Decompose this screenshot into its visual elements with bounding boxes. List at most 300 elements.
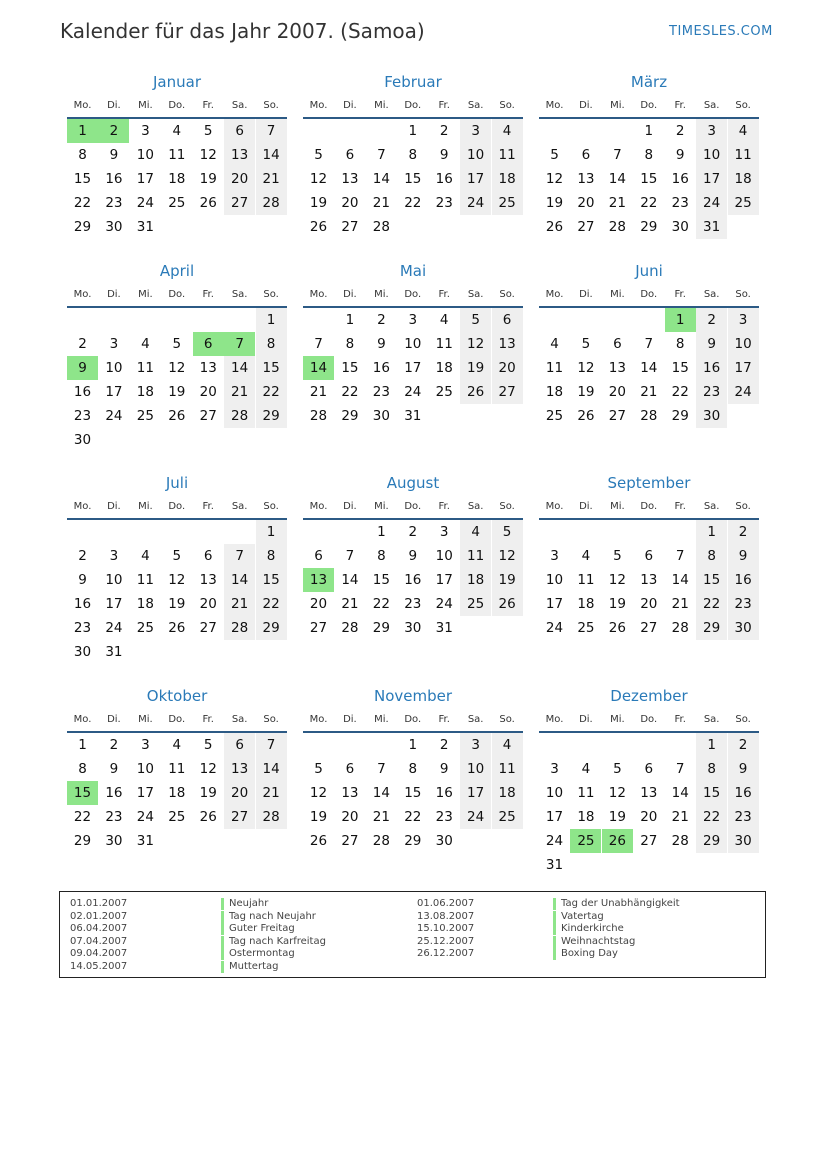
weekday-header: Mo. [545,501,564,512]
day-cell: 4 [141,336,150,352]
day-cell: 27 [608,408,626,424]
day-cell: 30 [435,833,453,849]
day-cell: 31 [136,219,154,235]
day-cell: 29 [256,616,287,640]
holiday-name: Guter Freitag [221,923,295,935]
day-cell: 29 [372,620,390,636]
day-cell: 24 [136,195,154,211]
weekday-header: Mo. [545,714,564,725]
day-cell: 12 [168,572,186,588]
holiday-date: 13.08.2007 [417,910,475,922]
day-cell: 17 [435,572,453,588]
day-cell: 8 [377,548,386,564]
day-cell: 30 [73,644,92,660]
day-cell: 25 [492,805,523,829]
day-cell: 16 [435,785,453,801]
day-cell: 10 [136,147,154,163]
day-cell: 16 [73,596,92,612]
weekday-header: Do. [168,100,186,111]
day-cell: 31 [545,857,564,873]
day-cell: 24 [460,805,491,829]
day-cell: 10 [435,548,453,564]
day-cell: 19 [199,785,217,801]
day-cell: 23 [73,408,92,424]
day-cell: 26 [199,809,217,825]
weekday-header: Mi. [374,289,389,300]
day-cell: 11 [492,757,523,781]
day-cell: 6 [581,147,591,163]
weekday-header: Di. [107,100,121,111]
weekday-header: Do. [168,501,186,512]
day-cell: 28 [372,219,390,235]
day-cell: 3 [460,119,491,143]
day-cell: 28 [224,404,255,428]
day-cell: 8 [256,332,287,356]
day-cell: 28 [256,191,287,215]
day-cell: 5 [314,147,323,163]
month-name: Juli [165,474,189,492]
day-cell: 30 [671,219,689,235]
weekday-header: Do. [404,501,422,512]
day-cell: 2 [439,737,449,753]
day-cell: 18 [435,360,453,376]
weekday-header: Mo. [73,501,92,512]
holiday-date: 01.01.2007 [70,898,128,909]
month-name: Januar [153,73,201,91]
day-cell: 11 [435,336,453,352]
day-cell: 23 [728,805,759,829]
day-cell: 3 [696,119,727,143]
weekday-header: Mi. [374,501,389,512]
weekday-header: Mi. [610,501,625,512]
day-cell: 13 [608,360,626,376]
day-cell: 8 [675,336,685,352]
day-cell: 5 [613,548,622,564]
day-cell: 8 [256,544,287,568]
weekday-header: Di. [343,100,357,111]
day-cell: 16 [435,171,453,187]
day-cell: 9 [439,147,449,163]
day-cell: 15 [372,572,390,588]
day-cell: 12 [608,785,626,801]
weekday-header: Fr. [438,100,450,111]
weekday-header: Sa. [231,289,248,300]
day-cell: 28 [309,408,328,424]
month-name: April [159,262,195,280]
day-cell: 14 [224,356,255,380]
holiday-day-cell: 1 [665,308,696,332]
holiday-name: Kinderkirche [553,923,624,935]
weekday-header: So. [499,100,515,111]
day-cell: 26 [168,620,186,636]
day-cell: 25 [136,408,154,424]
weekday-header: Fr. [674,100,686,111]
holiday-date: 15.10.2007 [417,923,475,934]
day-cell: 29 [404,833,422,849]
day-cell: 6 [613,336,622,352]
day-cell: 16 [105,785,123,801]
day-cell: 7 [377,147,386,163]
day-cell: 21 [372,195,390,211]
holiday-name: Boxing Day [553,948,618,960]
day-cell: 27 [224,805,255,829]
day-cell: 27 [341,219,359,235]
day-cell: 11 [168,147,186,163]
day-cell: 7 [613,147,622,163]
day-cell: 22 [696,805,727,829]
day-cell: 11 [460,544,491,568]
day-cell: 22 [256,592,287,616]
day-cell: 29 [696,829,727,853]
weekday-header: Sa. [231,714,248,725]
holiday-day-cell: 15 [67,781,98,805]
day-cell: 21 [256,781,287,805]
day-cell: 5 [203,123,213,139]
month-name: Februar [384,73,442,91]
day-cell: 6 [224,733,255,757]
weekday-header: Fr. [438,501,450,512]
day-cell: 15 [696,781,727,805]
day-cell: 6 [492,308,523,332]
weekday-header: Mi. [138,714,153,725]
holiday-name: Vatertag [553,911,604,923]
day-cell: 17 [105,596,123,612]
holiday-date: 07.04.2007 [70,935,128,947]
holiday-day-cell: 25 [570,829,601,853]
weekday-header: Fr. [438,714,450,725]
day-cell: 8 [644,147,654,163]
day-cell: 3 [141,123,150,139]
day-cell: 9 [696,332,727,356]
day-cell: 10 [105,360,123,376]
weekday-header: Sa. [703,714,720,725]
day-cell: 10 [728,332,759,356]
day-cell: 12 [309,171,328,187]
day-cell: 12 [460,332,491,356]
day-cell: 26 [168,408,186,424]
day-cell: 23 [435,809,453,825]
holiday-day-cell: 7 [224,332,255,356]
day-cell: 20 [224,167,255,191]
day-cell: 2 [728,733,759,757]
day-cell: 9 [675,147,685,163]
weekday-header: Mo. [73,289,92,300]
day-cell: 18 [460,568,491,592]
weekday-header: Fr. [674,289,686,300]
day-cell: 5 [314,761,323,777]
day-cell: 28 [608,219,626,235]
day-cell: 25 [168,195,186,211]
day-cell: 15 [73,171,92,187]
holiday-day-cell: 14 [303,356,334,380]
day-cell: 2 [78,548,87,564]
day-cell: 9 [408,548,418,564]
day-cell: 11 [577,785,595,801]
day-cell: 31 [136,833,154,849]
day-cell: 14 [224,568,255,592]
day-cell: 14 [341,572,359,588]
holiday-name: Neujahr [221,898,268,910]
day-cell: 21 [640,384,658,400]
day-cell: 30 [404,620,422,636]
holiday-date: 25.12.2007 [417,935,475,947]
day-cell: 18 [728,167,759,191]
day-cell: 4 [550,336,559,352]
day-cell: 16 [728,568,759,592]
day-cell: 11 [136,572,154,588]
day-cell: 15 [671,360,689,376]
day-cell: 29 [696,616,727,640]
day-cell: 29 [256,404,287,428]
month-name: Dezember [610,687,688,705]
day-cell: 28 [372,833,390,849]
day-cell: 2 [109,737,119,753]
day-cell: 17 [136,171,154,187]
day-cell: 1 [644,123,654,139]
day-cell: 7 [377,761,386,777]
weekday-header: Sa. [231,501,248,512]
day-cell: 31 [435,620,453,636]
day-cell: 18 [577,809,595,825]
day-cell: 11 [577,572,595,588]
day-cell: 18 [492,167,523,191]
day-cell: 13 [224,143,255,167]
weekday-header: Sa. [703,289,720,300]
day-cell: 9 [728,544,759,568]
day-cell: 9 [439,761,449,777]
day-cell: 19 [309,809,328,825]
day-cell: 9 [109,147,119,163]
day-cell: 4 [172,737,182,753]
day-cell: 12 [309,785,328,801]
day-cell: 8 [78,761,87,777]
weekday-header: Mi. [138,100,153,111]
day-cell: 18 [577,596,595,612]
day-cell: 8 [696,544,727,568]
day-cell: 19 [608,809,626,825]
day-cell: 20 [492,356,523,380]
day-cell: 28 [640,408,658,424]
day-cell: 27 [199,408,217,424]
day-cell: 10 [545,572,564,588]
weekday-header: Sa. [467,714,484,725]
weekday-header: So. [735,289,751,300]
day-cell: 14 [608,171,626,187]
day-cell: 6 [314,548,323,564]
holiday-name: Weihnachtstag [553,936,635,948]
day-cell: 25 [545,408,564,424]
day-cell: 14 [256,143,287,167]
day-cell: 20 [199,596,217,612]
day-cell: 27 [341,833,359,849]
holiday-name: Muttertag [221,961,278,973]
day-cell: 21 [608,195,626,211]
day-cell: 26 [460,380,491,404]
day-cell: 1 [377,524,386,540]
day-cell: 28 [671,833,689,849]
weekday-header: Do. [404,289,422,300]
day-cell: 16 [404,572,422,588]
day-cell: 7 [314,336,323,352]
weekday-header: So. [499,501,515,512]
day-cell: 12 [577,360,595,376]
day-cell: 13 [199,360,217,376]
holiday-day-cell: 1 [67,119,98,143]
weekday-header: Fr. [438,289,450,300]
holiday-date: 01.06.2007 [417,898,475,909]
weekday-header: Fr. [202,501,214,512]
day-cell: 10 [696,143,727,167]
weekday-header: Mi. [610,714,625,725]
weekday-header: Do. [168,289,186,300]
day-cell: 13 [640,785,658,801]
day-cell: 21 [671,596,689,612]
holiday-date: 14.05.2007 [70,960,128,972]
month-name: März [630,73,668,91]
day-cell: 17 [545,809,564,825]
day-cell: 2 [439,123,449,139]
day-cell: 1 [696,733,727,757]
day-cell: 6 [644,761,654,777]
day-cell: 16 [696,356,727,380]
day-cell: 11 [545,360,564,376]
header-rule [67,306,287,308]
day-cell: 22 [640,195,658,211]
day-cell: 9 [377,336,386,352]
weekday-header: Sa. [467,289,484,300]
day-cell: 21 [341,596,359,612]
day-cell: 23 [105,195,123,211]
day-cell: 15 [696,568,727,592]
day-cell: 9 [78,572,87,588]
day-cell: 21 [224,592,255,616]
holiday-legend [59,891,766,978]
weekday-header: Di. [107,714,121,725]
day-cell: 16 [728,781,759,805]
day-cell: 17 [105,384,123,400]
day-cell: 26 [309,219,328,235]
weekday-header: Di. [343,289,357,300]
day-cell: 11 [728,143,759,167]
day-cell: 28 [224,616,255,640]
day-cell: 26 [545,219,564,235]
day-cell: 8 [408,147,418,163]
day-cell: 22 [73,195,92,211]
day-cell: 23 [404,596,422,612]
day-cell: 30 [372,408,390,424]
day-cell: 22 [404,195,422,211]
day-cell: 3 [408,312,418,328]
day-cell: 3 [550,548,559,564]
day-cell: 29 [671,408,689,424]
day-cell: 30 [696,404,727,428]
day-cell: 3 [439,524,449,540]
day-cell: 24 [545,833,564,849]
weekday-header: Mi. [610,100,625,111]
weekday-header: Do. [640,501,658,512]
day-cell: 18 [168,171,186,187]
day-cell: 16 [105,171,123,187]
day-cell: 19 [168,596,186,612]
weekday-header: Di. [107,501,121,512]
day-cell: 28 [671,620,689,636]
day-cell: 15 [256,356,287,380]
day-cell: 19 [492,568,523,592]
day-cell: 23 [73,620,92,636]
day-cell: 12 [545,171,564,187]
weekday-header: So. [263,714,279,725]
day-cell: 10 [404,336,422,352]
day-cell: 30 [105,833,123,849]
weekday-header: Mo. [309,714,328,725]
day-cell: 11 [492,143,523,167]
holiday-name: Tag der Unabhängigkeit [553,898,680,910]
day-cell: 13 [341,785,359,801]
holiday-name: Ostermontag [221,948,295,960]
weekday-header: Mi. [138,289,153,300]
day-cell: 23 [105,809,123,825]
page-title: Kalender für das Jahr 2007. (Samoa) [60,19,425,43]
weekday-header: Mi. [374,100,389,111]
day-cell: 4 [460,520,491,544]
day-cell: 4 [581,761,591,777]
day-cell: 1 [345,312,355,328]
day-cell: 14 [372,785,390,801]
day-cell: 7 [644,336,654,352]
site-link[interactable]: TIMESLES.COM [669,24,773,39]
day-cell: 13 [341,171,359,187]
weekday-header: Fr. [202,100,214,111]
day-cell: 11 [136,360,154,376]
header-rule [67,518,287,520]
day-cell: 15 [256,568,287,592]
day-cell: 14 [372,171,390,187]
day-cell: 20 [224,781,255,805]
day-cell: 16 [73,384,92,400]
day-cell: 13 [492,332,523,356]
day-cell: 24 [136,809,154,825]
day-cell: 25 [728,191,759,215]
day-cell: 23 [671,195,689,211]
day-cell: 26 [577,408,595,424]
day-cell: 20 [640,809,658,825]
day-cell: 21 [309,384,328,400]
day-cell: 21 [224,380,255,404]
day-cell: 3 [141,737,150,753]
day-cell: 10 [545,785,564,801]
day-cell: 6 [224,119,255,143]
weekday-header: Do. [404,714,422,725]
day-cell: 7 [256,733,287,757]
day-cell: 7 [675,761,685,777]
day-cell: 1 [408,737,418,753]
weekday-header: Mi. [374,714,389,725]
weekday-header: Mo. [73,100,92,111]
day-cell: 31 [105,644,123,660]
day-cell: 22 [256,380,287,404]
weekday-header: Di. [579,501,593,512]
day-cell: 25 [168,809,186,825]
day-cell: 26 [199,195,217,211]
day-cell: 24 [728,380,759,404]
day-cell: 14 [640,360,658,376]
day-cell: 21 [372,809,390,825]
weekday-header: So. [263,289,279,300]
weekday-header: Sa. [703,501,720,512]
day-cell: 4 [439,312,449,328]
day-cell: 17 [545,596,564,612]
weekday-header: Di. [579,100,593,111]
